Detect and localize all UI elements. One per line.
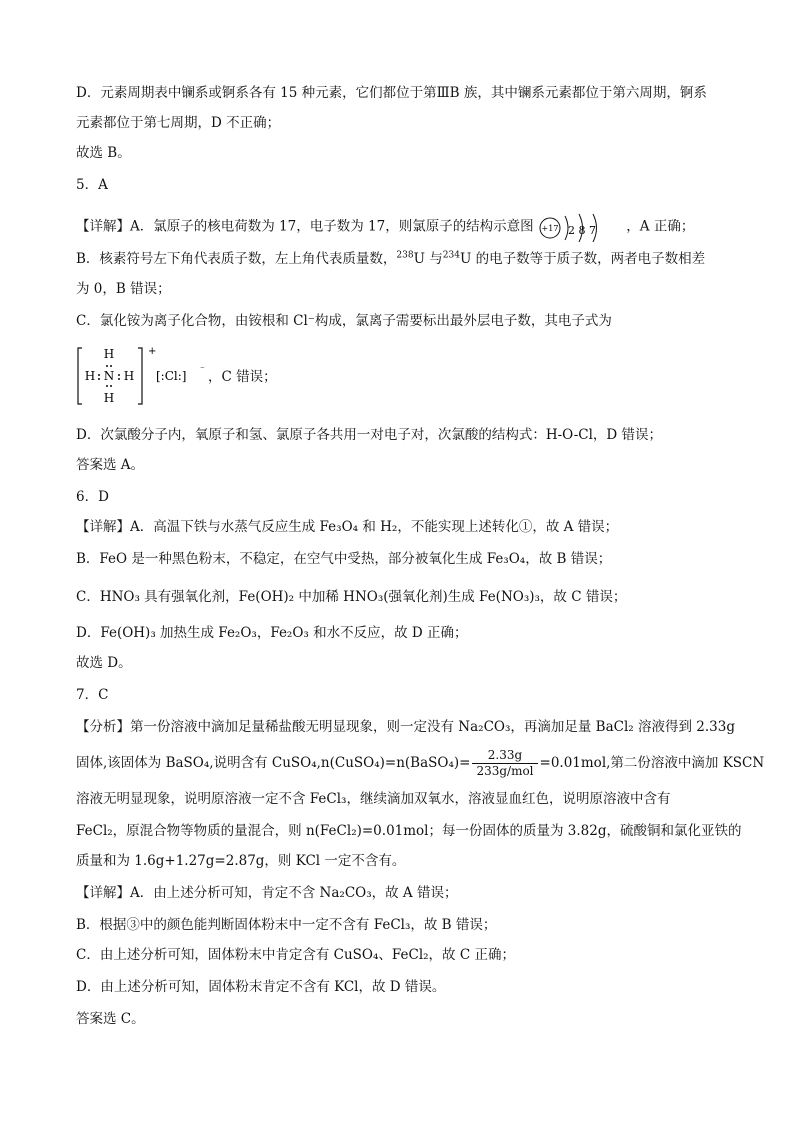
- q7-analysis-line2: [76, 748, 764, 779]
- q5-answer: 答案选 A。: [76, 457, 145, 473]
- q6-option-c: C．HNO₃ 具有强氧化剂，Fe(OH)₂ 中加稀 HNO₃(强氧化剂)生成 Fe(NO₃)₃，故 C 错误；: [76, 589, 627, 605]
- q5-option-c-line1: C．氯化铵为离子化合物，由铵根和 Cl⁻构成，氯离子需要标出最外层电子数，其电子式为: [76, 313, 612, 329]
- q7-analysis-line4: FeCl₂，原混合物等物质的量混合，则 n(FeCl₂)=0.01mol；每一份固体的质量为 3.82g，硫酸铜和氯化亚铁的: [76, 823, 742, 839]
- q6-option-d: D．Fe(OH)₃ 加热生成 Fe₂O₃，Fe₂O₃ 和水不反应，故 D 正确；: [76, 625, 468, 641]
- q7-analysis-line3: 溶液无明显现象，说明原溶液一定不含 FeCl₃，继续滴加双氧水，溶液显血红色，说明原溶液中含有: [76, 791, 671, 807]
- q5-option-a-result: ，A 正确；: [626, 218, 695, 235]
- q5-number: 5．A: [76, 177, 108, 193]
- q7-answer: 答案选 C。: [76, 1011, 145, 1027]
- q7-analysis-line2-text: 固体,该固体为 BaSO₄,说明含有 CuSO₄,n(CuSO₄)=n(BaSO₄)=: [76, 755, 471, 771]
- ef-chloride-charge: ⁻: [200, 365, 205, 375]
- ef-h-top: H: [103, 347, 115, 361]
- q7-option-a: 【详解】A．由上述分析可知，肯定不含 Na₂CO₃，故 A 错误；: [76, 885, 458, 901]
- q6-option-b: B．FeO 是一种黑色粉末，不稳定，在空气中受热，部分被氧化生成 Fe₃O₄，故 B 错误；: [76, 551, 612, 567]
- fraction-denominator: 233g/mol: [476, 764, 534, 778]
- q5-option-b-text: B．核素符号左下角代表质子数，左上角代表质量数，: [76, 251, 397, 267]
- fraction-numerator: 2.33g: [472, 748, 537, 764]
- q4-option-d-line2: 元素都位于第七周期，D 不正确；: [76, 115, 281, 131]
- q6-number: 6．D: [76, 489, 109, 505]
- ef-n: N: [103, 369, 115, 383]
- uranium-238-text: U 与: [413, 251, 443, 267]
- q7-analysis-line2-result: =0.01mol,第二份溶液中滴加 KSCN: [539, 755, 765, 771]
- ef-h-bottom: H: [103, 391, 115, 405]
- q6-option-a: 【详解】A．高温下铁与水蒸气反应生成 Fe₃O₄ 和 H₂，不能实现上述转化①，故 A 错误；: [76, 519, 619, 535]
- q4-answer: 故选 B。: [76, 145, 131, 161]
- q5-option-a: [76, 212, 694, 242]
- ef-ammonium-charge: +: [148, 346, 157, 357]
- ef-chloride: [:Cl:]: [156, 369, 187, 383]
- moles-fraction: [472, 748, 537, 779]
- mass-number-238: 238: [396, 250, 414, 261]
- q5-option-d: D．次氯酸分子内，氧原子和氢、氯原子各共用一对电子对，次氯酸的结构式：H-O-Cl，D 错误；: [76, 427, 663, 443]
- uranium-234-text: U 的电子数等于质子数，两者电子数相差: [459, 251, 706, 267]
- q6-answer: 故选 D。: [76, 655, 132, 671]
- q5-option-a-text: 【详解】A．氯原子的核电荷数为 17，电子数为 17，则氯原子的结构示意图: [76, 218, 534, 235]
- q7-analysis-line1: 【分析】第一份溶液中滴加足量稀盐酸无明显现象，则一定没有 Na₂CO₃，再滴加足量 BaCl₂ 溶液得到 2.33g: [76, 719, 735, 735]
- q7-option-c: C．由上述分析可知，固体粉末中肯定含有 CuSO₄、FeCl₂，故 C 正确；: [76, 947, 515, 963]
- atom-electron-shells: 2 8 7: [567, 224, 596, 237]
- ef-h-right: H: [123, 369, 135, 383]
- q7-number: 7．C: [76, 687, 109, 703]
- atom-nucleus-charge: +17: [541, 224, 559, 233]
- ef-h-left: H: [84, 369, 96, 383]
- q5-option-b-line2: 为 0，B 错误；: [76, 281, 171, 297]
- mass-number-234: 234: [442, 250, 460, 261]
- q7-option-b: B．根据③中的颜色能判断固体粉末中一定不含有 FeCl₃，故 B 错误；: [76, 917, 497, 933]
- q5-option-c-result: ，C 错误；: [208, 369, 277, 385]
- q7-option-d: D．由上述分析可知，固体粉末肯定不含有 KCl，故 D 错误。: [76, 979, 446, 995]
- q7-analysis-line5: 质量和为 1.6g+1.27g=2.87g，则 KCl 一定不含有。: [76, 853, 406, 869]
- ammonium-chloride-electron-formula: [76, 342, 216, 410]
- q4-option-d-line1: D．元素周期表中镧系或锕系各有 15 种元素，它们都位于第ⅢB 族，其中镧系元素都位于第六周期，锕系: [76, 85, 707, 101]
- chlorine-atom-structure-diagram: [538, 212, 622, 242]
- q5-option-b-line1: [76, 250, 705, 268]
